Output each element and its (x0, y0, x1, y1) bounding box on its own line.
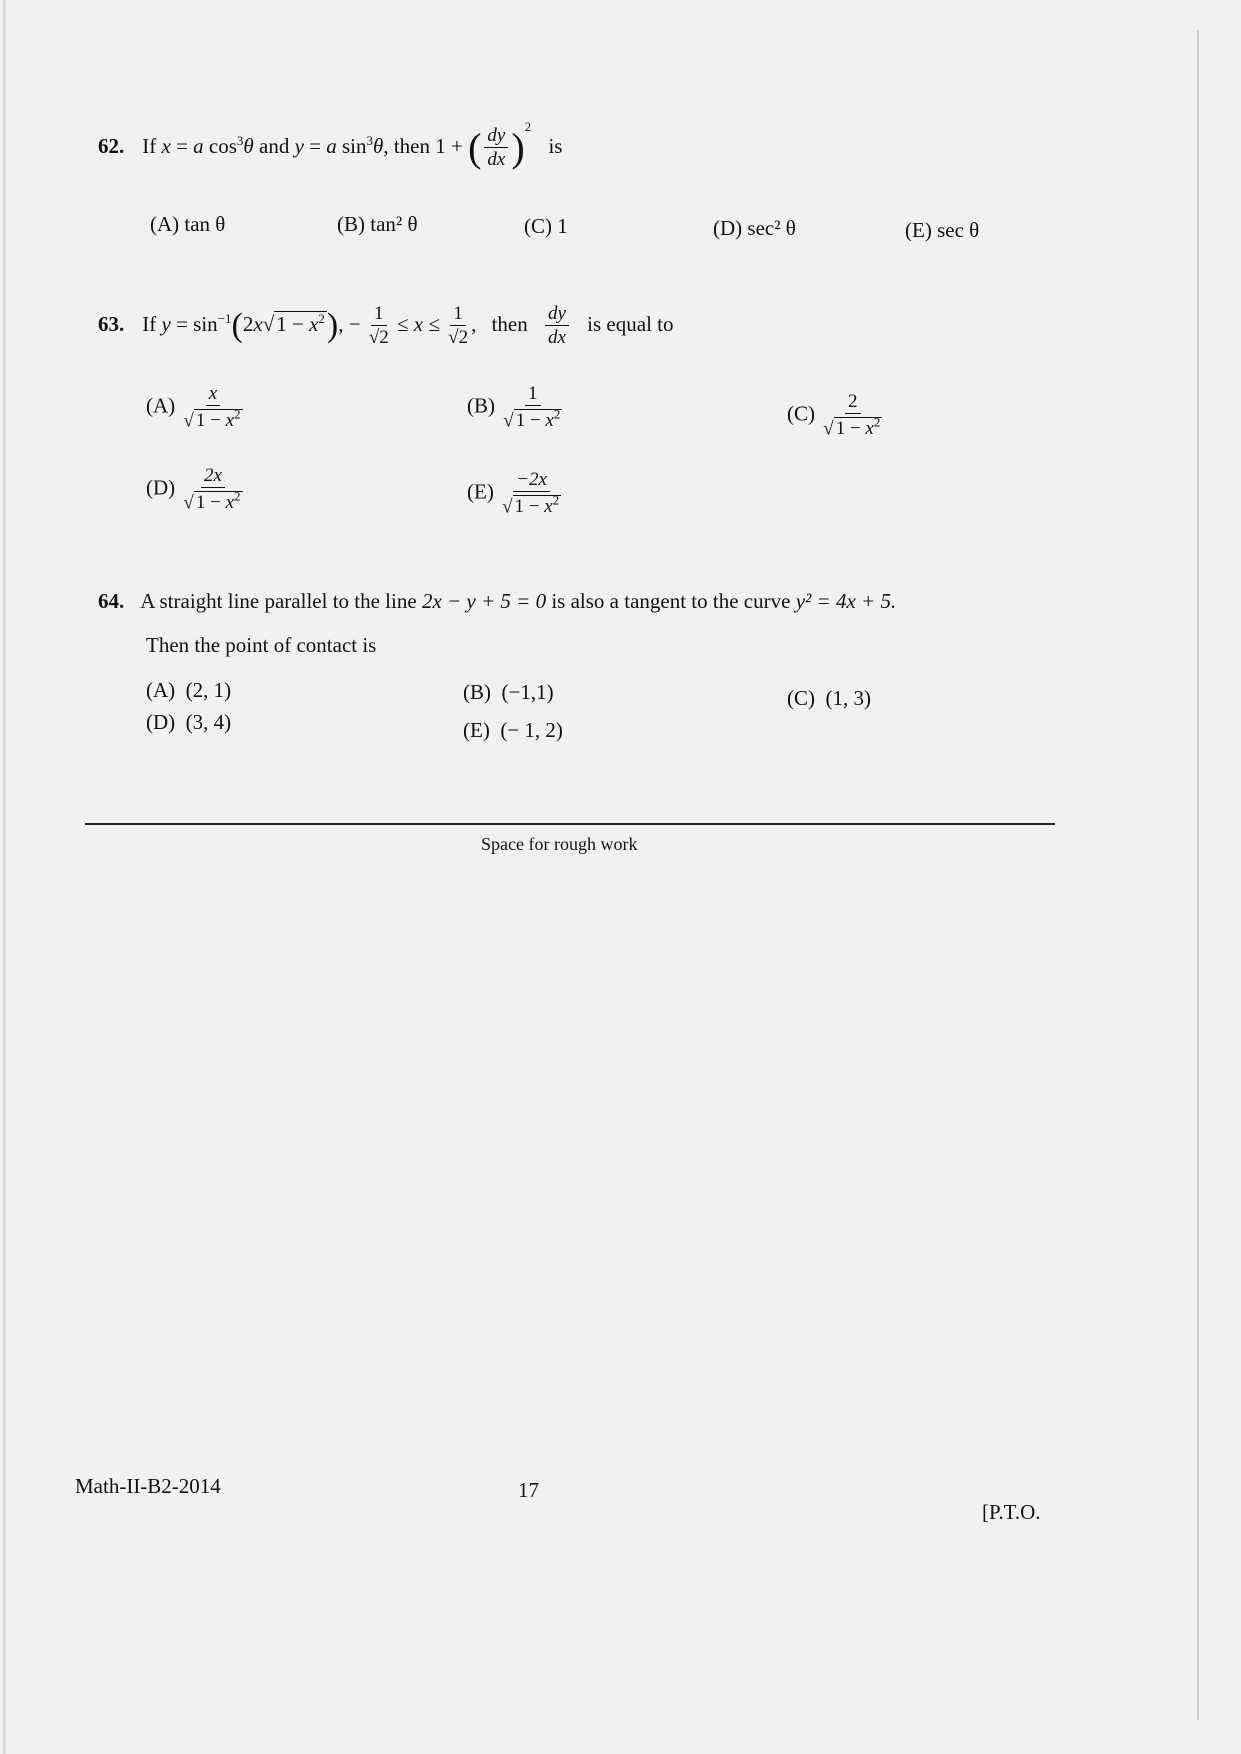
option-63-d: (D) $\frac{2x}{√ 1 - x^2}$ (146, 465, 241, 514)
option-62-d: (D) sec² θ (713, 216, 796, 240)
option-63-a: (A) $\frac{x}{√ 1 - x^2}$ (146, 383, 241, 432)
option-62-c: (C) 1 (524, 214, 568, 238)
question-64-line2: Then the point of contact is (146, 633, 377, 657)
question-stem: If $y = \sin^{-1}(2x√1 - x^2)$, − $\frac{1}{√2}$ ≤ x ≤ $\frac{1}{√2}$ , then $\frac{dy}{dx}$ is equal to (142, 303, 674, 348)
option-63-b: (B) $\frac{1}{√ 1 - x^2}$ (467, 383, 561, 432)
option-64-d: (D) (3, 4) (146, 710, 232, 734)
scan-edge-left (3, 0, 6, 1754)
option-62-b: (B) tan² θ (337, 212, 418, 236)
footer-pto: [P.T.O. (982, 1500, 1041, 1524)
option-62-a: (A) tan θ (150, 212, 226, 236)
option-63-e: (E) $\frac{-2x}{√ 1 - x^2}$ (467, 469, 560, 518)
footer-page-number: 17 (518, 1478, 539, 1502)
scan-edge-right (1197, 30, 1199, 1720)
option-64-e: (E) (− 1, 2) (463, 718, 563, 742)
question-stem: If x = a $\cos^3\theta$ and y = a $\sin^3\theta$, then 1 + ( $\frac{dy}{dx}$ )$^2$ is (142, 119, 563, 171)
option-63-c: (C) $\frac{2}{√ 1 - x^2}$ (787, 391, 881, 440)
question-number: 62. (98, 134, 125, 158)
option-62-e: (E) sec θ (905, 218, 980, 242)
question-number: 63. (98, 311, 125, 336)
rough-work-label: Space for rough work (481, 834, 638, 854)
question-stem: A straight line parallel to the line 2x − y + 5 = 0 is also a tangent to the curve y² = 4x + 5. (140, 589, 897, 613)
footer-paper-code: Math-II-B2-2014 (75, 1474, 221, 1498)
option-64-c: (C) (1, 3) (787, 686, 871, 710)
option-64-b: (B) (−1,1) (463, 680, 554, 704)
question-64 (98, 589, 896, 614)
rough-work-divider (85, 823, 1055, 825)
question-number: 64. (98, 589, 125, 613)
question-62 (98, 120, 562, 170)
option-64-a: (A) (2, 1) (146, 678, 232, 702)
question-63 (98, 304, 674, 348)
